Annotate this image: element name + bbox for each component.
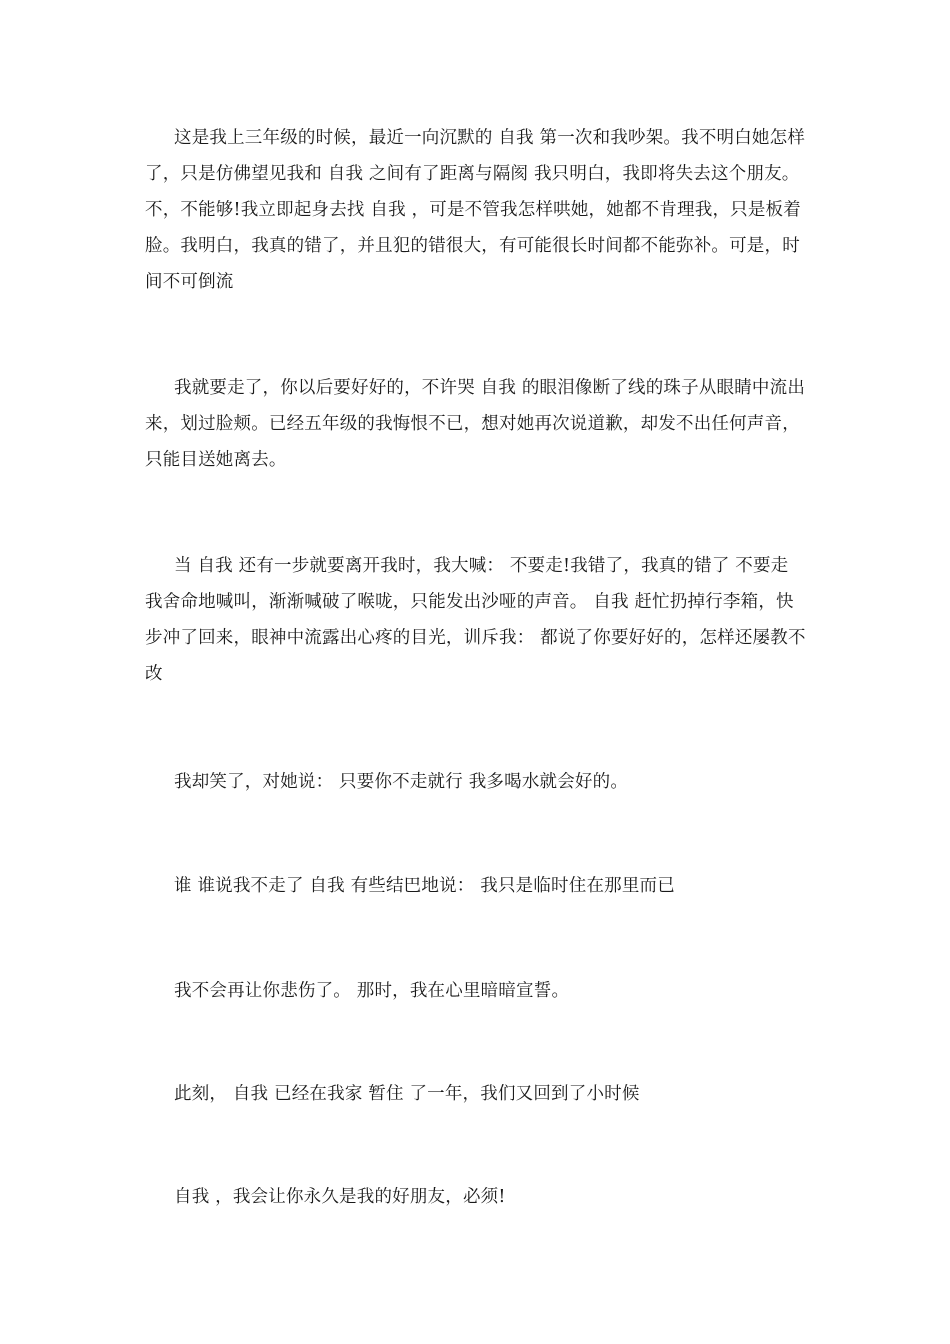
paragraph-7: 此刻， 自我 已经在我家 暂住 了一年，我们又回到了小时候 — [174, 1084, 640, 1104]
paragraph-6: 我不会再让你悲伤了。 那时，我在心里暗暗宣誓。 — [174, 981, 570, 1001]
paragraph-5: 谁 谁说我不走了 自我 有些结巴地说： 我只是临时住在那里而已 — [174, 876, 675, 896]
paragraph-4: 我却笑了，对她说： 只要你不走就行 我多喝水就会好的。 — [174, 772, 629, 792]
paragraph-3: 当 自我 还有一步就要离开我时，我大喊： 不要走!我错了，我真的错了 不要走 我舍命地喊叫，渐渐喊破了喉咙，只能发出沙哑的声音。 自我 赶忙扔掉行李箱，快步冲了回来，眼神中流露出心疼的目光，训斥我： 都说了你要好好的，怎样还屡教不改 — [145, 556, 806, 684]
paragraph-8: 自我 ，我会让你永久是我的好朋友，必须! — [174, 1187, 506, 1207]
paragraph-1: 这是我上三年级的时候，最近一向沉默的 自我 第一次和我吵架。我不明白她怎样了，只是仿佛望见我和 自我 之间有了距离与隔阂 我只明白，我即将失去这个朋友。不，不能够!我立即起身去找 自我 ，可是不管我怎样哄她，她都不肯理我，只是板着脸。我明白，我真的错了，并且犯的错很大，有可能很长时间都不能弥补。可是，时间不可倒流 — [145, 128, 806, 292]
paragraph-2: 我就要走了，你以后要好好的，不许哭 自我 的眼泪像断了线的珠子从眼睛中流出来，划过脸颊。已经五年级的我悔恨不已，想对她再次说道歉，却发不出任何声音，只能目送她离去。 — [145, 378, 806, 470]
